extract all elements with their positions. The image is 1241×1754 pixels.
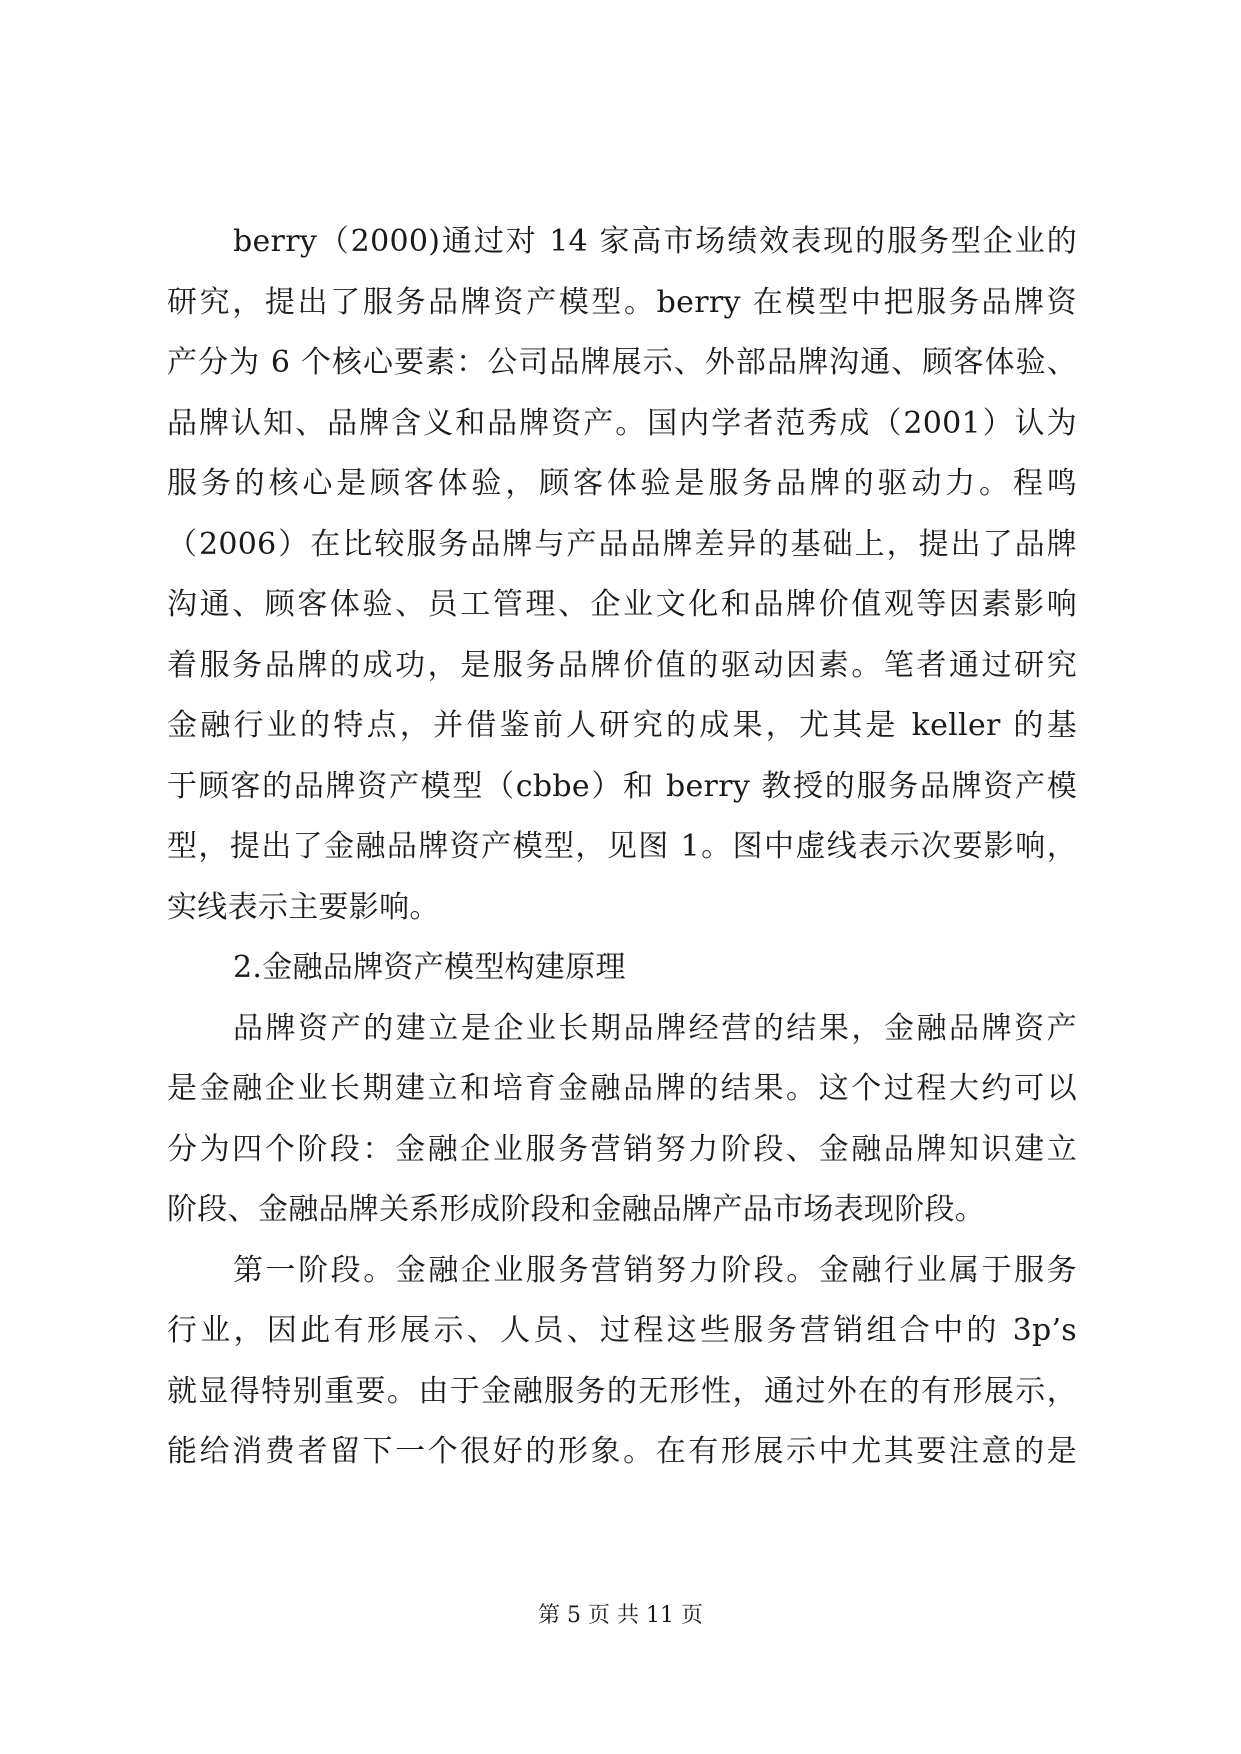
- paragraph-line: 着服务品牌的成功，是服务品牌价值的驱动因素。笔者通过研究: [167, 647, 1077, 683]
- paragraph-line: 产分为 6 个核心要素：公司品牌展示、外部品牌沟通、顾客体验、: [167, 345, 1077, 380]
- document-body: [167, 212, 1077, 1483]
- section-heading: 2.金融品牌资产模型构建原理: [233, 950, 626, 985]
- paragraph-line: berry（2000)通过对 14 家高市场绩效表现的服务型企业的: [233, 224, 1077, 259]
- paragraph-line: 第一阶段。金融企业服务营销努力阶段。金融行业属于服务: [233, 1252, 1077, 1288]
- paragraph-line: 就显得特别重要。由于金融服务的无形性，通过外在的有形展示，: [167, 1373, 1077, 1409]
- paragraph-line: 于顾客的品牌资产模型（cbbe）和 berry 教授的服务品牌资产模: [167, 768, 1077, 804]
- paragraph-line: 阶段、金融品牌关系形成阶段和金融品牌产品市场表现阶段。: [167, 1192, 986, 1227]
- paragraph-line: 实线表示主要影响。: [167, 889, 440, 925]
- paragraph-line: 研究，提出了服务品牌资产模型。berry 在模型中把服务品牌资: [167, 284, 1077, 320]
- paragraph-line: 分为四个阶段：金融企业服务营销努力阶段、金融品牌知识建立: [167, 1131, 1077, 1167]
- paragraph-line: 金融行业的特点，并借鉴前人研究的成果，尤其是 keller 的基: [167, 708, 1077, 743]
- paragraph-line: 行业，因此有形展示、人员、过程这些服务营销组合中的 3p’s: [167, 1313, 1077, 1348]
- paragraph-line: 型，提出了金融品牌资产模型，见图 1。图中虚线表示次要影响，: [167, 829, 1077, 864]
- paragraph-line: 沟通、顾客体验、员工管理、企业文化和品牌价值观等因素影响: [167, 587, 1077, 622]
- paragraph-line: （2006）在比较服务品牌与产品品牌差异的基础上，提出了品牌: [167, 526, 1077, 562]
- paragraph-line: 品牌认知、品牌含义和品牌资产。国内学者范秀成（2001）认为: [167, 405, 1077, 441]
- paragraph-line: 服务的核心是顾客体验，顾客体验是服务品牌的驱动力。程鸣: [167, 466, 1077, 501]
- paragraph-line: 是金融企业长期建立和培育金融品牌的结果。这个过程大约可以: [167, 1071, 1077, 1106]
- page-number-footer: 第 5 页 共 11 页: [538, 1603, 703, 1628]
- paragraph-line: 能给消费者留下一个很好的形象。在有形展示中尤其要注意的是: [167, 1434, 1077, 1469]
- paragraph-line: 品牌资产的建立是企业长期品牌经营的结果，金融品牌资产: [233, 1010, 1077, 1046]
